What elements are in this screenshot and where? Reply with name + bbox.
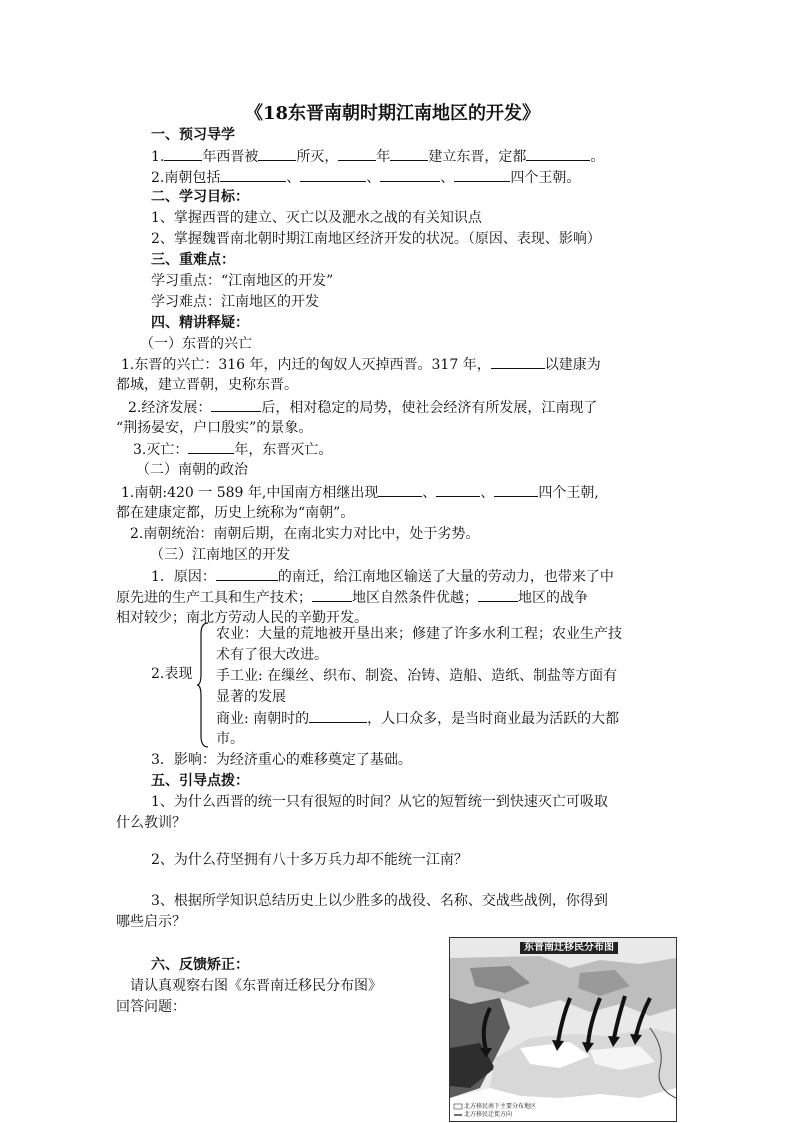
subheading-jiangnan-development: （三）江南地区的开发 bbox=[150, 547, 290, 563]
map-graphic bbox=[450, 938, 676, 1121]
paragraph: 都在建康定都，历史上统称为“南朝”。 bbox=[116, 505, 355, 521]
paragraph: 3.灭亡： 年，东晋灭亡。 bbox=[133, 439, 332, 460]
paragraph: 相对较少；南北方劳动人民的辛勤开发。 bbox=[116, 610, 368, 626]
goal-item-1: 1、掌握西晋的建立、灭亡以及淝水之战的有关知识点 bbox=[151, 210, 482, 226]
blank bbox=[390, 146, 428, 161]
performance-label: 2.表现 bbox=[151, 666, 193, 682]
handicraft-line-2: 显著的发展 bbox=[216, 689, 286, 705]
blank bbox=[309, 708, 367, 723]
feedback-instruction: 请认真观察右图《东晋南迁移民分布图》 bbox=[130, 978, 382, 994]
section-2-heading: 二、学习目标： bbox=[151, 189, 249, 205]
preview-question-1: 1. 年西晋被 所灭， 年 建立东晋，定都 。 bbox=[151, 146, 604, 167]
difficult-point: 学习难点：江南地区的开发 bbox=[151, 294, 319, 310]
paragraph: 原先进的生产工具和生产技术； 地区自然条件优越； 地区的战争 bbox=[116, 587, 588, 608]
page-title: 《18东晋南朝时期江南地区的开发》 bbox=[245, 103, 541, 124]
blank bbox=[188, 439, 234, 454]
commerce-line-1: 商业: 南朝时的 ，人口众多，是当时商业最为活跃的大都 bbox=[216, 708, 619, 729]
paragraph: 都城，建立晋朝，史称东晋。 bbox=[116, 377, 298, 393]
question-3-cont: 哪些启示？ bbox=[116, 914, 186, 930]
question-1-cont: 什么教训？ bbox=[116, 815, 186, 831]
question-1: 1、为什么西晋的统一只有很短的时间？从它的短暂统一到快速灭亡可吸取 bbox=[151, 794, 608, 810]
section-6-heading: 六、反馈矫正： bbox=[151, 957, 249, 973]
influence-paragraph: 3．影响：为经济重心的难移奠定了基础。 bbox=[151, 752, 412, 768]
blank bbox=[494, 482, 538, 497]
agriculture-line-1: 农业：大量的荒地被开垦出来；修建了许多水利工程；农业生产技 bbox=[216, 626, 622, 642]
section-1-heading: 一、预习导学 bbox=[151, 127, 235, 143]
migration-map bbox=[449, 937, 677, 1122]
question-3: 3、根据所学知识总结历史上以少胜多的战役、名称、交战些战例，你得到 bbox=[151, 893, 608, 909]
curly-brace bbox=[196, 622, 210, 748]
blank bbox=[526, 146, 590, 161]
handicraft-line-1: 手工业: 在缫丝、织布、制瓷、冶铸、造船、造纸、制盐等方面有 bbox=[216, 668, 618, 684]
paragraph: 1.东晋的兴亡：316 年，内迁的匈奴人灭掉西晋。317 年， 以建康为 bbox=[121, 354, 601, 375]
section-3-heading: 三、重难点： bbox=[151, 252, 235, 268]
blank bbox=[258, 146, 296, 161]
paragraph: 1.南朝:420 一 589 年,中国南方相继出现 、 、 四个王朝, bbox=[121, 482, 599, 503]
blank bbox=[454, 167, 510, 182]
subheading-southern-politics: （二）南朝的政治 bbox=[136, 462, 248, 478]
commerce-line-2: 市。 bbox=[216, 731, 244, 747]
blank bbox=[338, 146, 376, 161]
goal-item-2: 2、掌握魏晋南北朝时期江南地区经济开发的状况。（原因、表现、影响） bbox=[151, 231, 601, 247]
question-2: 2、为什么苻坚拥有八十多万兵力却不能统一江南？ bbox=[151, 852, 468, 868]
paragraph: 2.南朝统治：南朝后期，在南北实力对比中，处于劣势。 bbox=[130, 526, 480, 542]
key-point: 学习重点：“江南地区的开发” bbox=[151, 273, 334, 289]
blank bbox=[216, 566, 278, 581]
subheading-eastern-jin: （一）东晋的兴亡 bbox=[140, 336, 252, 352]
paragraph: 1．原因： 的南迁，给江南地区输送了大量的劳动力，也带来了中 bbox=[151, 566, 614, 587]
blank bbox=[300, 167, 366, 182]
agriculture-line-2: 术有了很大改进。 bbox=[216, 647, 328, 663]
map-title: 东晋南迁移民分布图 bbox=[520, 942, 618, 954]
paragraph: “荆扬晏安，户口殷实”的景象。 bbox=[116, 420, 313, 436]
preview-question-2: 2.南朝包括 、 、 、 四个王朝。 bbox=[151, 167, 580, 188]
blank bbox=[380, 167, 440, 182]
blank bbox=[220, 167, 286, 182]
blank bbox=[378, 482, 422, 497]
blank bbox=[164, 146, 202, 161]
section-5-heading: 五、引导点拨： bbox=[151, 773, 249, 789]
blank bbox=[436, 482, 480, 497]
blank bbox=[211, 397, 261, 412]
map-legend-area: 北方移民南下主要分布地区 bbox=[464, 1103, 537, 1110]
feedback-answer-prompt: 回答问题： bbox=[116, 999, 186, 1015]
blank bbox=[491, 354, 545, 369]
blank bbox=[478, 587, 518, 602]
section-4-heading: 四、精讲释疑： bbox=[151, 315, 249, 331]
blank bbox=[312, 587, 352, 602]
paragraph: 2.经济发展： 后，相对稳定的局势，使社会经济有所发展，江南现了 bbox=[128, 397, 597, 418]
map-legend-route: 北方移民迁徙方向 bbox=[464, 1111, 513, 1118]
